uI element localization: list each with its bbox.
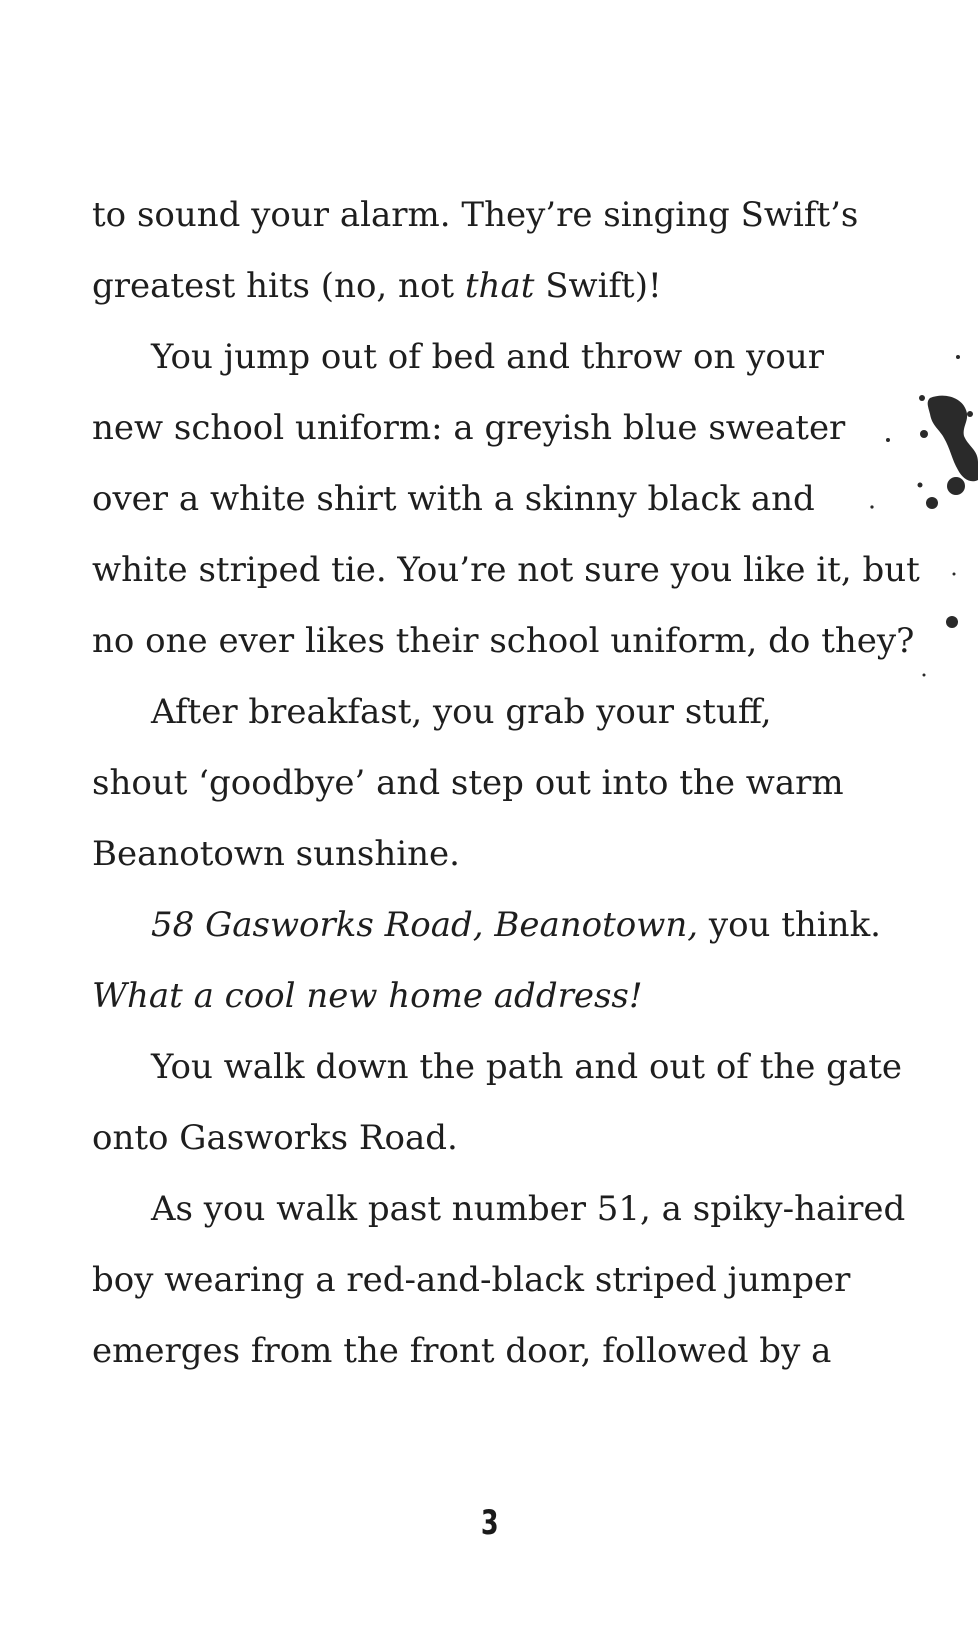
ink-dot xyxy=(923,674,926,677)
ink-dot xyxy=(870,505,873,508)
ink-dot xyxy=(946,616,958,628)
ink-dot xyxy=(886,438,890,442)
text-segment: to sound your alarm. They’re singing Swift’s xyxy=(92,195,859,235)
text-segment: white striped tie. You’re not sure you like it, but xyxy=(92,550,920,590)
ink-dot xyxy=(953,573,956,576)
text-segment: no one ever likes their school uniform, do they? xyxy=(92,621,915,661)
italic-text: What a cool new home address! xyxy=(92,976,643,1016)
text-segment: greatest hits (no, not xyxy=(92,266,465,306)
text-segment: you think. xyxy=(698,905,881,945)
ink-dot xyxy=(918,483,923,488)
page-number: 3 xyxy=(480,1503,498,1543)
ink-dot xyxy=(926,497,938,509)
ink-blob xyxy=(928,396,978,482)
text-segment: emerges from the front door, followed by a xyxy=(92,1331,832,1371)
text-segment: over a white shirt with a skinny black and xyxy=(92,479,815,519)
text-segment: As you walk past number 51, a spiky-haired xyxy=(151,1189,906,1229)
ink-dot xyxy=(919,395,925,401)
text-segment: onto Gasworks Road. xyxy=(92,1118,458,1158)
ink-dot xyxy=(956,355,960,359)
ink-dot xyxy=(967,411,973,417)
text-segment: After breakfast, you grab your stuff, xyxy=(151,692,772,732)
text-segment: You walk down the path and out of the gate xyxy=(151,1047,903,1087)
text-segment: shout ‘goodbye’ and step out into the warm xyxy=(92,763,844,803)
text-segment: boy wearing a red-and-black striped jumper xyxy=(92,1260,851,1300)
ink-dot xyxy=(920,430,928,438)
italic-text: that xyxy=(464,266,535,306)
ink-dot xyxy=(947,477,965,495)
text-segment: new school uniform: a greyish blue sweater xyxy=(92,408,846,448)
text-segment: Swift)! xyxy=(534,266,662,306)
italic-text: 58 Gasworks Road, Beanotown, xyxy=(151,905,699,945)
text-segment: Beanotown sunshine. xyxy=(92,834,460,874)
text-segment: You jump out of bed and throw on your xyxy=(151,337,825,377)
